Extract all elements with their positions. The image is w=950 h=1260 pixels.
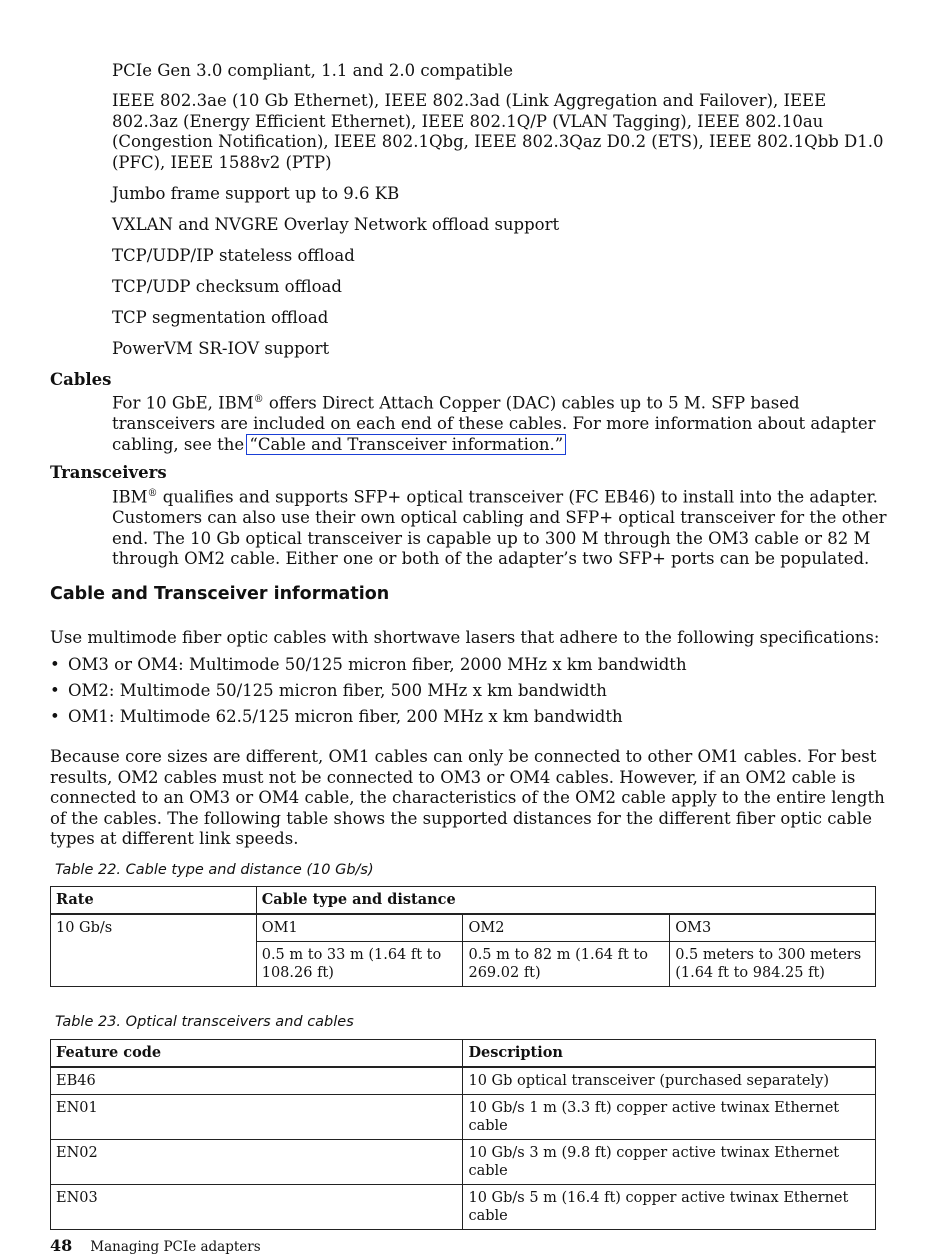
feature-vxlan: VXLAN and NVGRE Overlay Network offload support bbox=[112, 215, 560, 234]
column-header-cable-type: Cable type and distance bbox=[256, 887, 875, 915]
cables-text-before: For 10 GbE, IBM bbox=[112, 393, 254, 413]
transceivers-text-after: qualifies and supports SFP+ optical transceiver (FC EB46) to install into the adapter. Customers can also use their own optical cabling and SFP+ optical transceiver for the other end. The 10 Gb optical transceiver is capable up to 300 M through the OM3 cable or 82 M through OM2 cable. Either one or both of the adapter’s two SFP+ ports can be populated. bbox=[112, 487, 887, 568]
table-row bbox=[51, 1095, 876, 1140]
table-row bbox=[51, 1140, 876, 1185]
feature-pcie: PCIe Gen 3.0 compliant, 1.1 and 2.0 compatible bbox=[112, 61, 514, 80]
table-row bbox=[51, 1067, 876, 1095]
core-sizes-paragraph: Because core sizes are different, OM1 cables can only be connected to other OM1 cables. For best results, OM2 cables must not be connected to OM3 or OM4 cables. However, if an OM2 cable is connected to an OM3 or OM4 cable, the characteristics of the OM2 cable apply to the entire length of the cables. The following table shows the supported distances for the different fiber optic cable types at different link speeds. bbox=[50, 747, 885, 848]
registered-mark: ® bbox=[147, 488, 158, 499]
column-header-description: Description bbox=[463, 1040, 876, 1068]
description-cell: 10 Gb/s 5 m (16.4 ft) copper active twinax Ethernet cable bbox=[463, 1185, 876, 1230]
description-cell: 10 Gb/s 1 m (3.3 ft) copper active twinax Ethernet cable bbox=[463, 1095, 876, 1140]
page-footer bbox=[50, 1236, 261, 1255]
page-number: 48 bbox=[50, 1236, 73, 1255]
bullet-glyph: • bbox=[50, 707, 60, 726]
description-cell: 10 Gb/s 3 m (9.8 ft) copper active twinax Ethernet cable bbox=[463, 1140, 876, 1185]
transceivers-term: Transceivers bbox=[50, 463, 167, 482]
transceiver-table bbox=[50, 1039, 876, 1230]
section-heading: Cable and Transceiver information bbox=[50, 584, 390, 604]
feature-checksum-offload: TCP/UDP checksum offload bbox=[112, 277, 342, 296]
feature-code-cell: EN01 bbox=[51, 1095, 463, 1140]
cables-description bbox=[112, 390, 892, 455]
column-header-rate: Rate bbox=[51, 887, 257, 915]
list-item bbox=[50, 704, 900, 730]
registered-mark: ® bbox=[253, 394, 264, 405]
list-item-text: OM3 or OM4: Multimode 50/125 micron fiber, 2000 MHz x km bandwidth bbox=[68, 655, 687, 674]
table23-caption: Table 23. Optical transceivers and cables bbox=[55, 1014, 354, 1030]
feature-code-cell: EN02 bbox=[51, 1140, 463, 1185]
rate-cell: 10 Gb/s bbox=[51, 914, 257, 987]
cables-text-after: offers Direct Attach Copper (DAC) cables up to 5 M. SFP based transceivers are included on each end of these cables. For more information about adapter cabling, see the bbox=[112, 393, 876, 454]
distance-cell: 0.5 m to 82 m (1.64 ft to 269.02 ft) bbox=[463, 942, 670, 987]
list-item bbox=[50, 678, 900, 704]
type-cell: OM3 bbox=[670, 914, 876, 942]
table-row bbox=[51, 1185, 876, 1230]
cables-term: Cables bbox=[50, 370, 112, 389]
distance-cell: 0.5 meters to 300 meters (1.64 ft to 984.25 ft) bbox=[670, 942, 876, 987]
list-item bbox=[50, 652, 900, 678]
fiber-spec-list bbox=[50, 652, 900, 730]
feature-stateless-offload: TCP/UDP/IP stateless offload bbox=[112, 246, 355, 265]
feature-segmentation-offload: TCP segmentation offload bbox=[112, 308, 329, 327]
table22-caption: Table 22. Cable type and distance (10 Gb/s) bbox=[55, 862, 374, 878]
feature-sriov: PowerVM SR-IOV support bbox=[112, 339, 330, 358]
list-item-text: OM2: Multimode 50/125 micron fiber, 500 MHz x km bandwidth bbox=[68, 681, 607, 700]
table-row bbox=[51, 914, 876, 942]
feature-code-cell: EN03 bbox=[51, 1185, 463, 1230]
column-header-feature-code: Feature code bbox=[51, 1040, 463, 1068]
transceivers-description bbox=[112, 484, 892, 570]
type-cell: OM2 bbox=[463, 914, 670, 942]
description-cell: 10 Gb optical transceiver (purchased separately) bbox=[463, 1067, 876, 1095]
type-cell: OM1 bbox=[256, 914, 463, 942]
cable-transceiver-info-link[interactable]: “Cable and Transceiver information.” bbox=[246, 434, 566, 455]
feature-ieee-standards: IEEE 802.3ae (10 Gb Ethernet), IEEE 802.3ad (Link Aggregation and Failover), IEEE 802.3az (Energy Efficient Ethernet), IEEE 802.1Q/P (VLAN Tagging), IEEE 802.10au (Congestion Notification), IEEE 802.1Qbg, IEEE 802.3Qaz D0.2 (ETS), IEEE 802.1Qbb D1.0 (PFC), IEEE 1588v2 (PTP) bbox=[112, 91, 884, 172]
distance-cell: 0.5 m to 33 m (1.64 ft to 108.26 ft) bbox=[256, 942, 463, 987]
intro-paragraph: Use multimode fiber optic cables with shortwave lasers that adhere to the following specifications: bbox=[50, 628, 880, 647]
cable-distance-table bbox=[50, 886, 876, 987]
feature-jumbo-frame: Jumbo frame support up to 9.6 KB bbox=[112, 184, 400, 203]
list-item-text: OM1: Multimode 62.5/125 micron fiber, 200 MHz x km bandwidth bbox=[68, 707, 623, 726]
bullet-glyph: • bbox=[50, 655, 60, 674]
bullet-glyph: • bbox=[50, 681, 60, 700]
footer-title: Managing PCIe adapters bbox=[90, 1239, 261, 1255]
transceivers-text-before: IBM bbox=[112, 487, 148, 507]
feature-code-cell: EB46 bbox=[51, 1067, 463, 1095]
